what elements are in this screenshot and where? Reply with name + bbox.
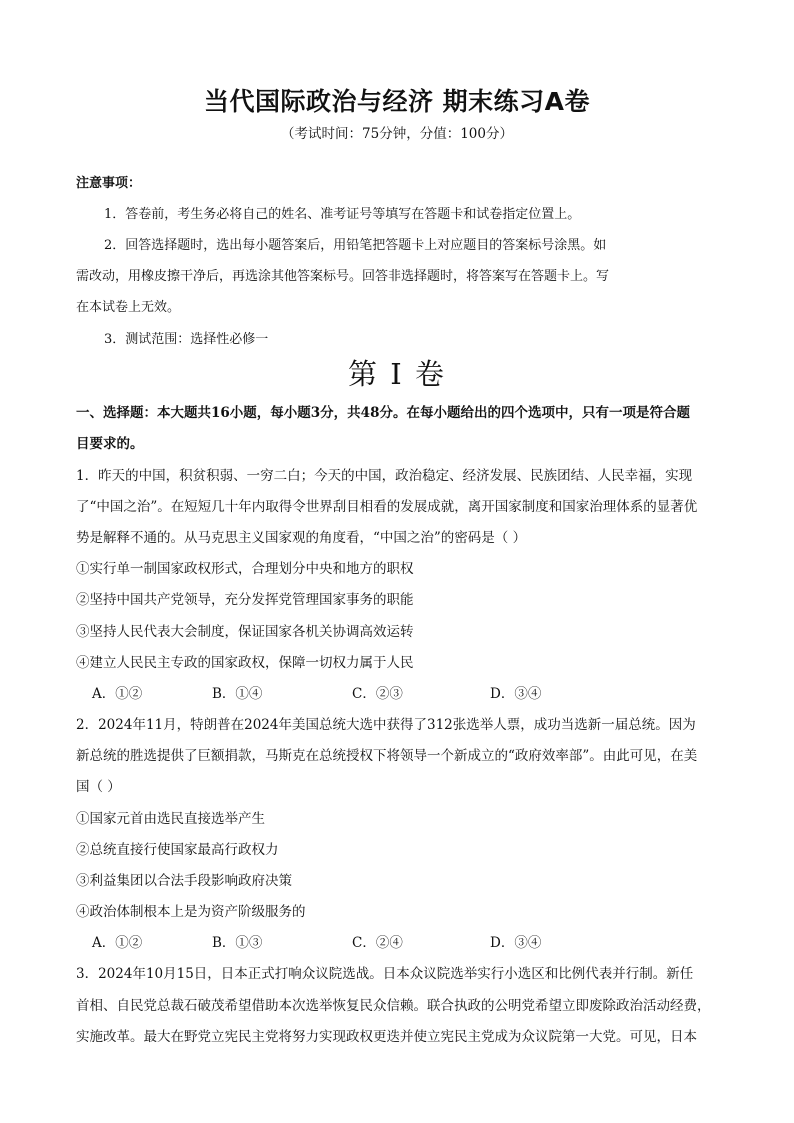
choice-b[interactable]: B．①④: [212, 686, 263, 702]
choice-c[interactable]: C．②③: [352, 686, 403, 702]
question-stem-line: 3．2024年10月15日，日本正式打响众议院选战。日本众议院选举实行小选区和比例代表并行制。新任: [76, 966, 694, 982]
question-stem-line: 势是解释不通的。从马克思主义国家观的角度看，“中国之治”的密码是（ ）: [76, 530, 527, 546]
exam-title: 当代国际政治与经济 期末练习A卷: [203, 87, 591, 116]
question-option: ④建立人民民主专政的国家政权，保障一切权力属于人民: [76, 655, 414, 671]
question-stem-line: 国（ ）: [76, 779, 121, 795]
question-stem-line: 了“中国之治”。在短短几十年内取得令世界刮目相看的发展成就，离开国家制度和国家治理体系的显著优: [76, 499, 698, 515]
choice-d[interactable]: D．③④: [490, 686, 542, 702]
question-stem-line: 2．2024年11月，特朗普在2024年美国总统大选中获得了312张选举人票，成功当选新一届总统。因为: [76, 717, 696, 733]
question-option: ②总统直接行使国家最高行政权力: [76, 842, 279, 858]
note-line: 2．回答选择题时，选出每小题答案后，用铅笔把答题卡上对应题目的答案标号涂黑。如: [104, 238, 607, 253]
notes-heading: 注意事项：: [76, 176, 142, 191]
question-stem-line: 新总统的胜选提供了巨额捐款，马斯克在总统授权下将领导一个新成立的“政府效率部”。由此可见，在美: [76, 748, 698, 764]
choice-a[interactable]: A．①②: [92, 686, 143, 702]
note-line: 需改动，用橡皮擦干净后，再选涂其他答案标号。回答非选择题时，将答案写在答题卡上。写: [76, 269, 610, 284]
section-title: 第 I 卷: [348, 357, 446, 391]
question-option: ①实行单一制国家政权形式，合理划分中央和地方的职权: [76, 561, 414, 577]
note-line: 1．答卷前，考生务必将自己的姓名、准考证号等填写在答题卡和试卷指定位置上。: [104, 207, 581, 222]
part-intro-line: 一、选择题：本大题共16小题，每小题3分，共48分。在每小题给出的四个选项中，只有一项是符合题: [76, 405, 690, 421]
note-line: 在本试卷上无效。: [76, 300, 181, 315]
exam-subtitle: （考试时间：75分钟，分值：100分）: [281, 126, 513, 142]
question-option: ②坚持中国共产党领导，充分发挥党管理国家事务的职能: [76, 592, 414, 608]
choice-d[interactable]: D．③④: [490, 935, 542, 951]
note-line: 3．测试范围：选择性必修一: [104, 332, 269, 347]
part-intro-line: 目要求的。: [76, 436, 144, 452]
question-stem-line: 首相、自民党总裁石破茂希望借助本次选举恢复民众信赖。联合执政的公明党希望立即废除政治活动经费，: [76, 998, 711, 1014]
question-option: ③利益集团以合法手段影响政府决策: [76, 873, 292, 889]
choice-c[interactable]: C．②④: [352, 935, 403, 951]
choice-b[interactable]: B．①③: [212, 935, 263, 951]
answer-choices: [92, 682, 570, 702]
question-option: ③坚持人民代表大会制度，保证国家各机关协调高效运转: [76, 624, 414, 640]
choice-a[interactable]: A．①②: [92, 935, 143, 951]
question-stem-line: 1．昨天的中国，积贫积弱、一穷二白；今天的中国，政治稳定、经济发展、民族团结、人民幸福，实现: [76, 468, 693, 484]
question-option: ④政治体制根本上是为资产阶级服务的: [76, 904, 306, 920]
answer-choices: [92, 931, 570, 951]
question-option: ①国家元首由选民直接选举产生: [76, 811, 265, 827]
question-stem-line: 实施改革。最大在野党立宪民主党将努力实现政权更迭并使立宪民主党成为众议院第一大党。可见，日本: [76, 1029, 697, 1045]
